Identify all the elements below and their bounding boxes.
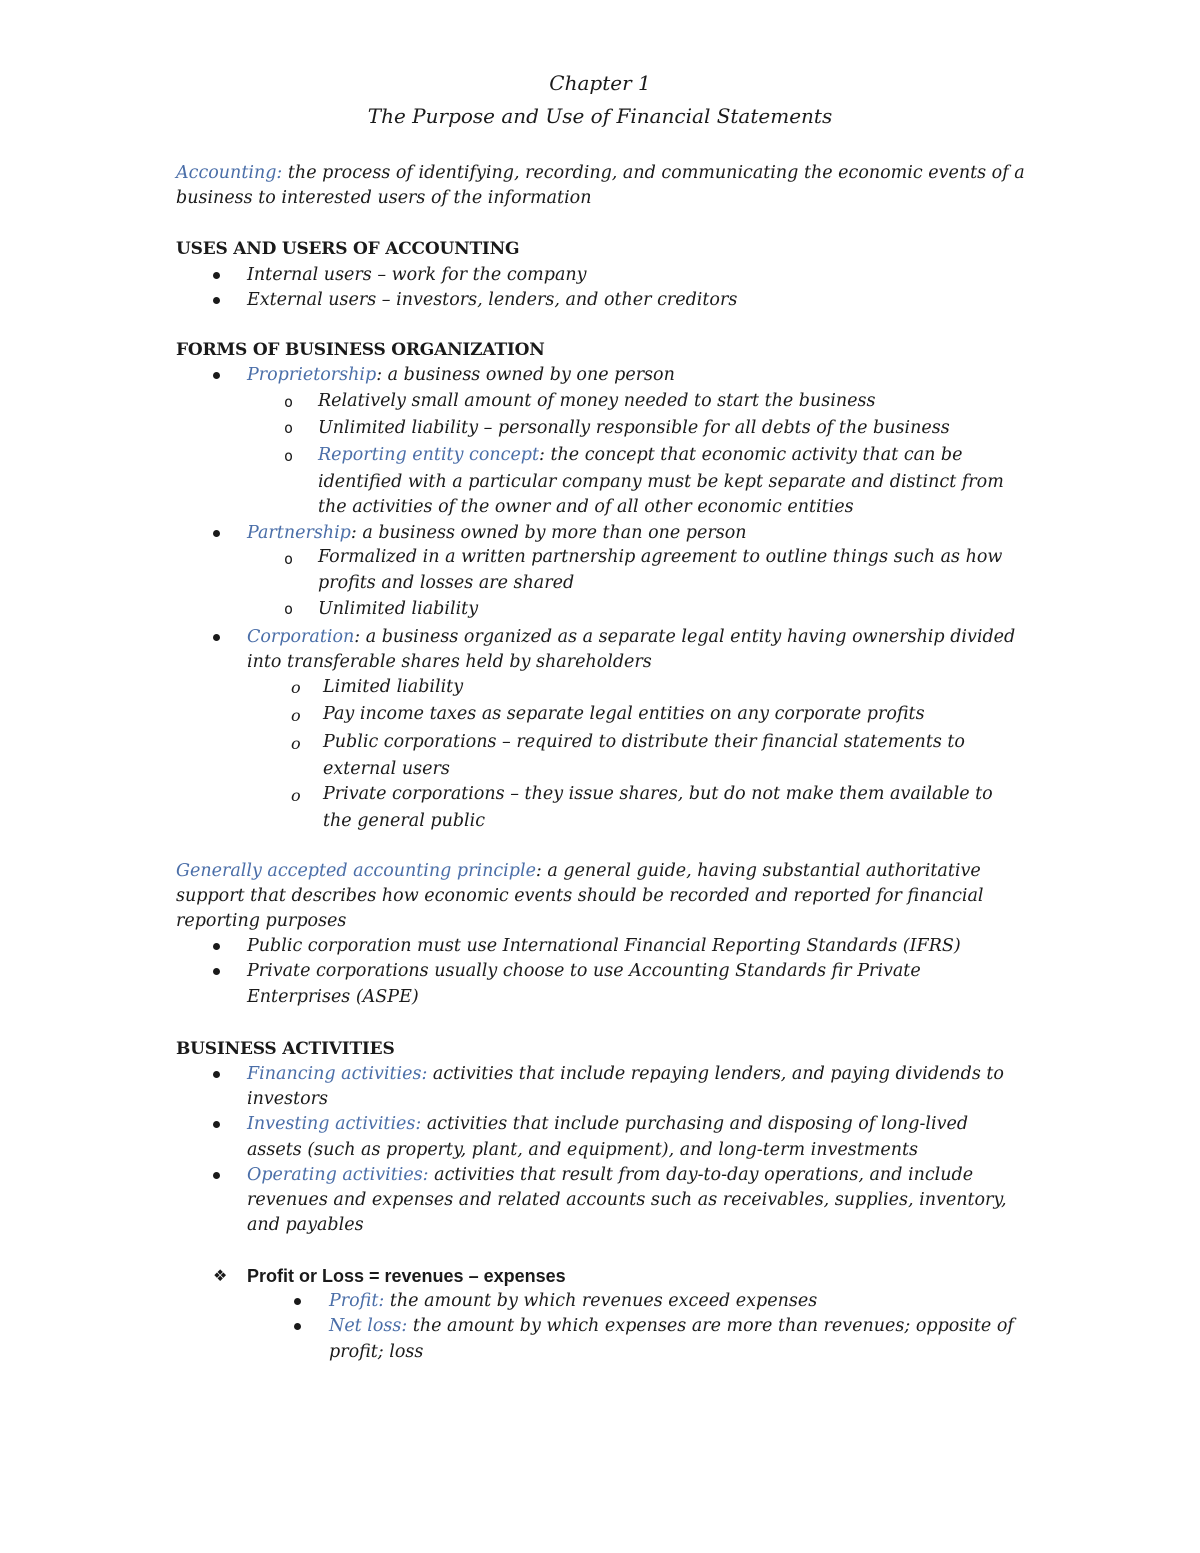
term-proprietorship: Proprietorship (247, 365, 377, 385)
term-financing: Financing activities: (247, 1064, 428, 1084)
list-item-cont: investors (247, 1089, 329, 1109)
term-investing: Investing activities: (247, 1114, 422, 1134)
sub-list-item: Unlimited liability – personally responsible for all debts of the business (318, 418, 950, 438)
accounting-definition: Accounting: the process of identifying, recording, and communicating the economic events of a (176, 163, 1025, 183)
list-item-cont: assets (such as property, plant, and equipment), and long-term investments (247, 1140, 918, 1160)
sub-bullet: o (291, 786, 301, 805)
bullet (213, 372, 220, 379)
list-item-investing: Investing activities: activities that include purchasing and disposing of long-lived (247, 1114, 969, 1134)
bullet (213, 1071, 220, 1078)
sub-list-item: Public corporations – required to distribute their financial statements to (323, 732, 965, 752)
list-item: Internal users – work for the company (247, 265, 587, 285)
sub-list-item: Limited liability (323, 677, 464, 697)
term-reporting-entity: Reporting entity concept (318, 445, 540, 465)
bullet (213, 272, 220, 279)
bullet (294, 1298, 301, 1305)
sub-list-item-cont: the general public (323, 811, 486, 831)
bullet (213, 968, 220, 975)
list-item-cont: revenues and expenses and related accounts such as receivables, supplies, inventory, (247, 1190, 1007, 1210)
list-item-net-loss: Net loss: the amount by which expenses are more than revenues; opposite of (329, 1316, 1014, 1336)
bullet (213, 634, 220, 641)
list-item-cont: into transferable shares held by shareholders (247, 652, 652, 672)
term-gaap: Generally accepted accounting principle (176, 861, 536, 881)
list-item-operating: Operating activities: activities that result from day-to-day operations, and include (247, 1165, 974, 1185)
term-partnership: Partnership (247, 523, 351, 543)
sub-list-item: Formalized in a written partnership agreement to outline things such as how (318, 547, 1003, 567)
accounting-definition-cont: business to interested users of the information (176, 188, 592, 208)
bullet (213, 1121, 220, 1128)
list-item-corporation: Corporation: a business organized as a separate legal entity having ownership divided (247, 627, 1016, 647)
sub-list-item-cont: profits and losses are shared (318, 573, 575, 593)
term-profit: Profit: (329, 1291, 385, 1311)
list-item: Private corporations usually choose to use Accounting Standards fir Private (247, 961, 921, 981)
gaap-definition-cont: support that describes how economic events should be recorded and reported for financial (176, 886, 984, 906)
sub-bullet: o (284, 447, 294, 465)
list-item-profit: Profit: the amount by which revenues exceed expenses (329, 1291, 818, 1311)
list-item-cont: Enterprises (ASPE) (247, 987, 419, 1007)
heading-activities: BUSINESS ACTIVITIES (176, 1039, 395, 1059)
term-accounting: Accounting: (176, 163, 283, 183)
bullet (213, 530, 220, 537)
sub-bullet: o (284, 393, 294, 411)
bullet (213, 1172, 220, 1179)
term-operating: Operating activities: (247, 1165, 429, 1185)
bullet (213, 943, 220, 950)
bullet (213, 297, 220, 304)
sub-list-item: Private corporations – they issue shares, but do not make them available to (323, 784, 993, 804)
term-net-loss: Net loss: (329, 1316, 408, 1336)
list-item-financing: Financing activities: activities that include repaying lenders, and paying dividends to (247, 1064, 1004, 1084)
heading-profit-loss: Profit or Loss = revenues – expenses (247, 1266, 566, 1286)
list-item-cont: and payables (247, 1215, 364, 1235)
sub-bullet: o (291, 678, 301, 697)
heading-uses: USES AND USERS OF ACCOUNTING (176, 239, 520, 259)
heading-forms: FORMS OF BUSINESS ORGANIZATION (176, 340, 545, 360)
gaap-definition-cont: reporting purposes (176, 911, 347, 931)
bullet (294, 1323, 301, 1330)
term-corporation: Corporation (247, 627, 355, 647)
list-item-proprietorship: Proprietorship: a business owned by one person (247, 365, 675, 385)
list-item: External users – investors, lenders, and other creditors (247, 290, 738, 310)
sub-list-item-cont: the activities of the owner and of all other economic entities (318, 497, 854, 517)
sub-bullet: o (291, 706, 301, 725)
sub-bullet: o (291, 734, 301, 753)
list-item-partnership: Partnership: a business owned by more than one person (247, 523, 747, 543)
sub-list-item: Pay income taxes as separate legal entities on any corporate profits (323, 704, 925, 724)
chapter-title: Chapter 1 (549, 71, 651, 95)
sub-bullet: o (284, 419, 294, 437)
chapter-subtitle: The Purpose and Use of Financial Statements (367, 104, 833, 128)
sub-list-item-reporting-entity: Reporting entity concept: the concept that economic activity that can be (318, 445, 963, 465)
sub-list-item: Relatively small amount of money needed to start the business (318, 391, 876, 411)
list-item-cont: profit; loss (329, 1342, 424, 1362)
gaap-definition: Generally accepted accounting principle: a general guide, having substantial authoritative (176, 861, 981, 881)
diamond-bullet-icon: ❖ (213, 1266, 228, 1285)
sub-bullet: o (284, 600, 294, 618)
sub-list-item-cont: external users (323, 759, 450, 779)
sub-bullet: o (284, 550, 294, 568)
sub-list-item-cont: identified with a particular company must be kept separate and distinct from (318, 472, 1004, 492)
sub-list-item: Unlimited liability (318, 599, 479, 619)
list-item: Public corporation must use International Financial Reporting Standards (IFRS) (247, 936, 961, 956)
